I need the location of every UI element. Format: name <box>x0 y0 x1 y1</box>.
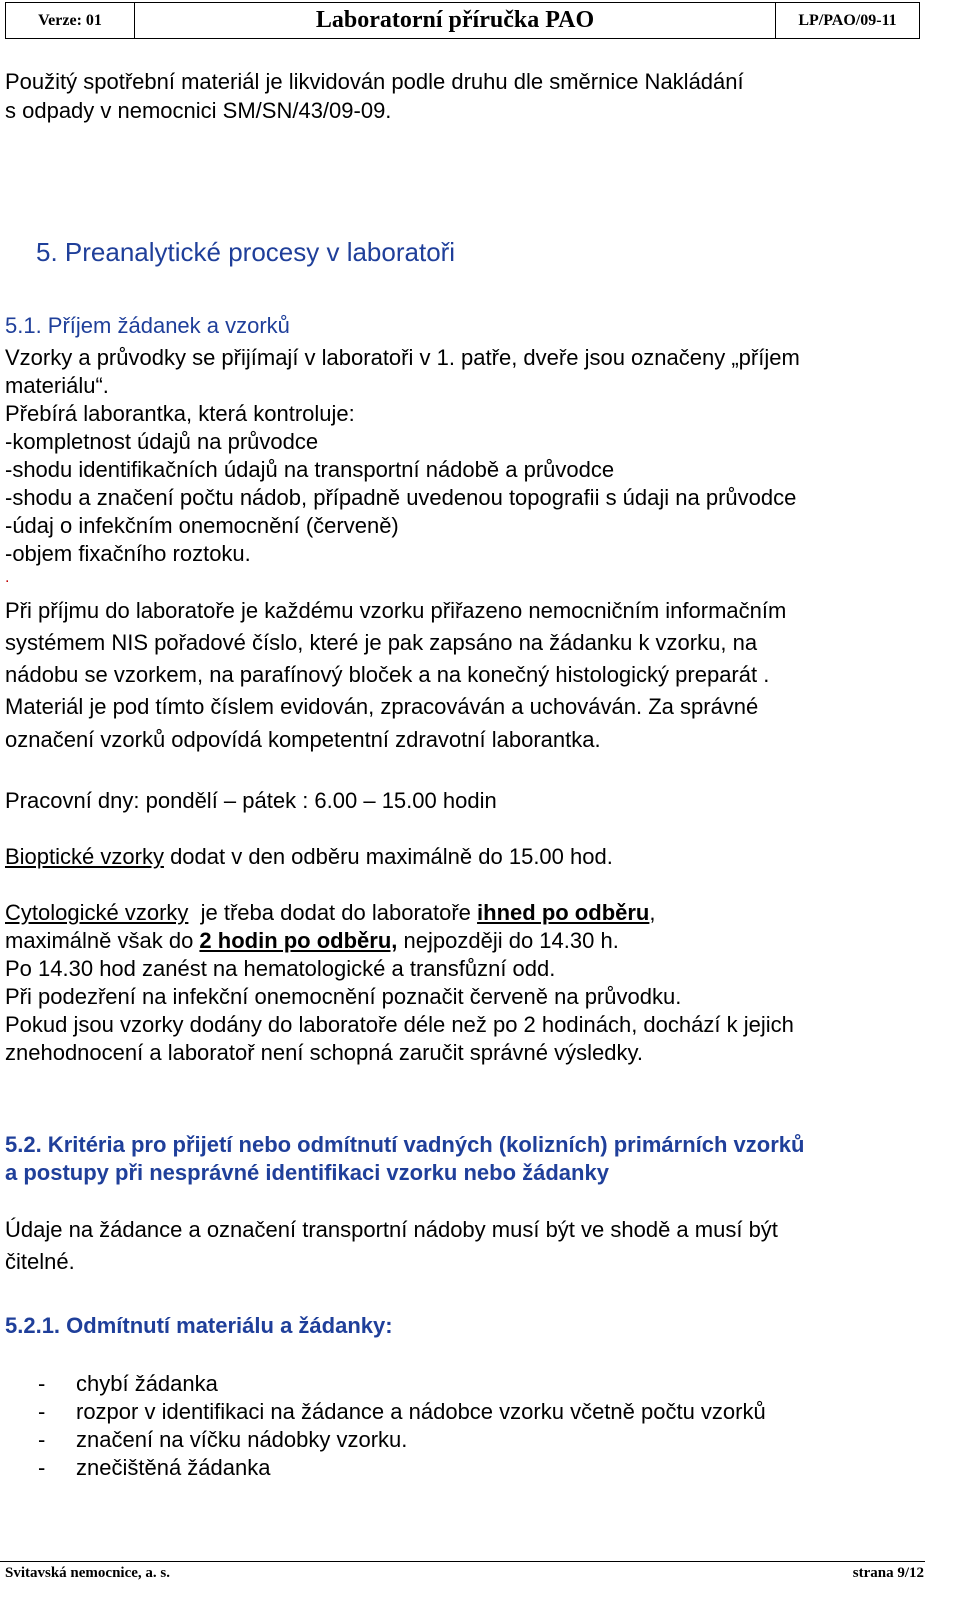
list-item: rozpor v identifikaci na žádance a nádobce vzorku včetně počtu vzorků <box>76 1399 766 1424</box>
list-bullet: - <box>38 1371 46 1396</box>
cytology-text: je třeba dodat do laboratoře <box>188 900 478 925</box>
section-5-heading: 5. Preanalytické procesy v laboratoři <box>36 237 456 267</box>
section-5-2-heading-cont: a postupy při nesprávné identifikaci vzorku nebo žádanky <box>5 1160 609 1185</box>
document-title: Laboratorní příručka PAO <box>135 3 776 38</box>
intro-line-1: Použitý spotřební materiál je likvidován podle druhu dle směrnice Nakládání <box>5 69 744 94</box>
cytology-samples-line <box>5 898 656 927</box>
receipt-line-2: materiálu“. <box>5 373 109 398</box>
after-note: Po 14.30 hod zanést na hematologické a transfůzní odd. <box>5 956 556 981</box>
bioptic-samples-line <box>5 842 613 871</box>
nis-para-line: nádobu se vzorkem, na parafínový bloček a na konečný histologický preparát . <box>5 662 770 687</box>
deadline-suffix: nejpozději do 14.30 h. <box>397 928 619 953</box>
cytology-emphasis: ihned po odběru <box>477 900 650 925</box>
list-item: značení na víčku nádobky vzorku. <box>76 1427 408 1452</box>
stray-dot: . <box>5 569 10 586</box>
receipt-line-1: Vzorky a průvodky se přijímají v laboratoři v 1. patře, dveře jsou označeny „příjem <box>5 345 800 370</box>
cytology-label: Cytologické vzorky <box>5 900 189 925</box>
receipt-line-3: Přebírá laborantka, která kontroluje: <box>5 401 355 426</box>
bioptic-label: Bioptické vzorky <box>5 844 164 869</box>
check-item: -shodu identifikačních údajů na transportní nádobě a průvodce <box>5 457 615 482</box>
list-bullet: - <box>38 1455 46 1480</box>
after-note: Při podezření na infekční onemocnění poznačit červeně na průvodku. <box>5 984 682 1009</box>
list-bullet: - <box>38 1399 46 1424</box>
document-code: LP/PAO/09-11 <box>798 11 897 29</box>
check-item: -objem fixačního roztoku. <box>5 541 251 566</box>
intro-line-2: s odpady v nemocnici SM/SN/43/09-09. <box>5 98 392 123</box>
nis-para-line: Při příjmu do laboratoře je každému vzorku přiřazeno nemocničním informačním <box>5 598 787 623</box>
check-item: -kompletnost údajů na průvodce <box>5 429 319 454</box>
section-5-2-1-heading: 5.2.1. Odmítnutí materiálu a žádanky: <box>5 1313 393 1338</box>
deadline-prefix: maximálně však do <box>5 928 200 953</box>
footer-organization: Svitavská nemocnice, a. s. <box>5 1565 170 1581</box>
bioptic-text: dodat v den odběru maximálně do 15.00 hod. <box>163 844 613 869</box>
nis-para-line: Materiál je pod tímto číslem evidován, zpracováván a uchováván. Za správné <box>5 694 759 719</box>
check-item: -shodu a značení počtu nádob, případně uvedenou topografii s údaji na průvodce <box>5 485 797 510</box>
deadline-emphasis: 2 hodin po odběru, <box>199 928 398 953</box>
section-5-2-heading: 5.2. Kritéria pro přijetí nebo odmítnutí vadných (kolizních) primárních vzorků <box>5 1132 805 1157</box>
cytology-deadline-line <box>5 926 619 955</box>
nis-para-line: označení vzorků odpovídá kompetentní zdravotní laborantka. <box>5 727 601 752</box>
page-header <box>5 2 920 39</box>
list-item: znečištěná žádanka <box>76 1455 271 1480</box>
footer-divider <box>0 1561 925 1562</box>
after-note: znehodnocení a laboratoř není schopná zaručit správné výsledky. <box>5 1040 643 1065</box>
check-item: -údaj o infekčním onemocnění (červeně) <box>5 513 399 538</box>
after-note: Pokud jsou vzorky dodány do laboratoře déle než po 2 hodinách, dochází k jejich <box>5 1012 794 1037</box>
version-label: Verze: 01 <box>6 3 135 38</box>
list-item: chybí žádanka <box>76 1371 218 1396</box>
nis-para-line: systémem NIS pořadové číslo, které je pak zapsáno na žádanku k vzorku, na <box>5 630 758 655</box>
list-bullet: - <box>38 1427 46 1452</box>
section-5-2-para: Údaje na žádance a označení transportní nádoby musí být ve shodě a musí být <box>5 1217 778 1242</box>
section-5-2-para: čitelné. <box>5 1249 75 1274</box>
cytology-comma: , <box>649 900 656 925</box>
section-5-1-heading: 5.1. Příjem žádanek a vzorků <box>5 313 290 338</box>
working-hours: Pracovní dny: pondělí – pátek : 6.00 – 15.00 hodin <box>5 788 497 813</box>
page-number: strana 9/12 <box>852 1565 924 1581</box>
